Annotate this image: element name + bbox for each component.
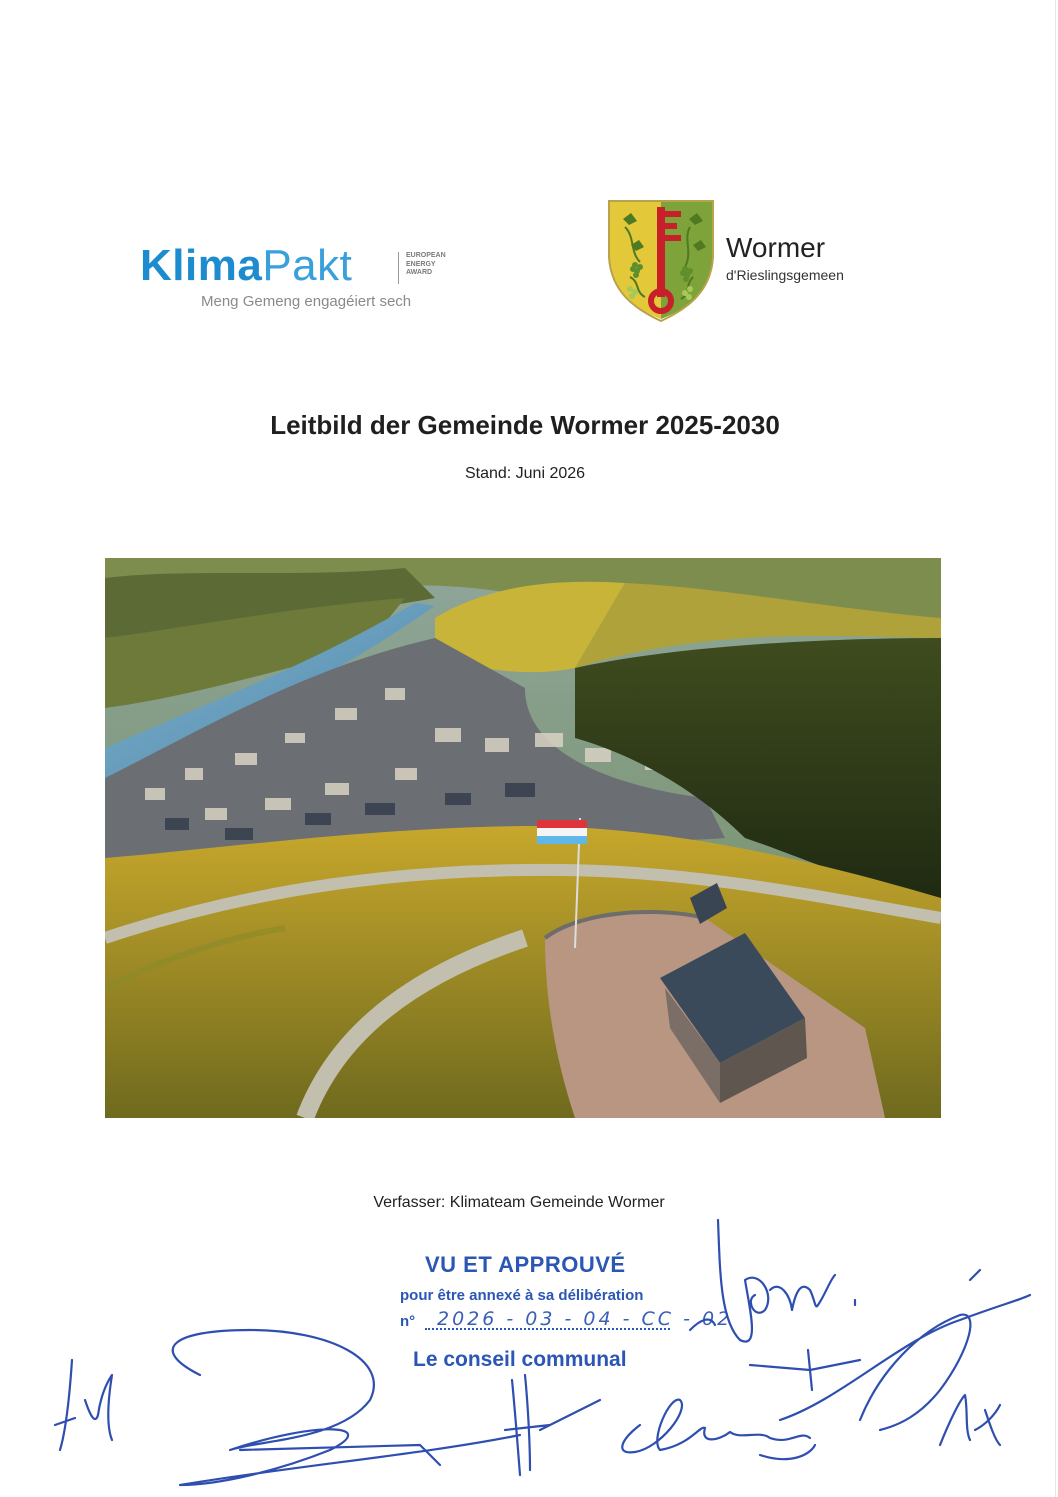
award-line-2: ENERGY <box>406 260 436 268</box>
stamp-number-prefix: n° <box>400 1313 416 1330</box>
document-date: Stand: Juni 2026 <box>464 465 586 482</box>
klimapakt-word-light: Pakt <box>262 241 353 290</box>
signature-6 <box>780 1295 1030 1430</box>
klimapakt-logo <box>140 240 460 320</box>
page-edge <box>1055 0 1056 1497</box>
wormer-name: Wormer <box>726 232 826 263</box>
klimapakt-separator <box>398 252 399 284</box>
signature-5 <box>718 1220 855 1342</box>
document-title: Leitbild der Gemeinde Wormer 2025-2030 <box>270 410 780 440</box>
european-energy-award-label <box>406 252 466 278</box>
klimapakt-wordmark <box>140 240 352 292</box>
signature-1 <box>55 1360 112 1450</box>
klimapakt-tagline: Meng Gemeng engagéiert sech <box>201 293 412 310</box>
award-line-1: EUROPEAN <box>406 252 446 259</box>
signature-3 <box>505 1375 600 1475</box>
award-line-3: AWARD <box>406 269 433 276</box>
stamp-council: Le conseil communal <box>413 1348 627 1371</box>
document-author: Verfasser: Klimateam Gemeinde Wormer <box>373 1194 665 1211</box>
stamp-annex: pour être annexé à sa délibération <box>400 1287 644 1304</box>
cover-photo <box>105 558 941 1118</box>
stamp-handwritten-number: 2026 - 03 - 04 - CC - 02 <box>437 1308 733 1330</box>
wormer-subtitle: d'Rieslingsgemeen <box>726 267 844 283</box>
signature-7 <box>940 1395 1000 1445</box>
signature-4 <box>622 1400 815 1460</box>
klimapakt-word-bold: Klima <box>140 241 263 290</box>
wormer-coat-of-arms-icon <box>605 197 717 325</box>
stamp-approved: VU ET APPROUVÉ <box>425 1252 626 1277</box>
